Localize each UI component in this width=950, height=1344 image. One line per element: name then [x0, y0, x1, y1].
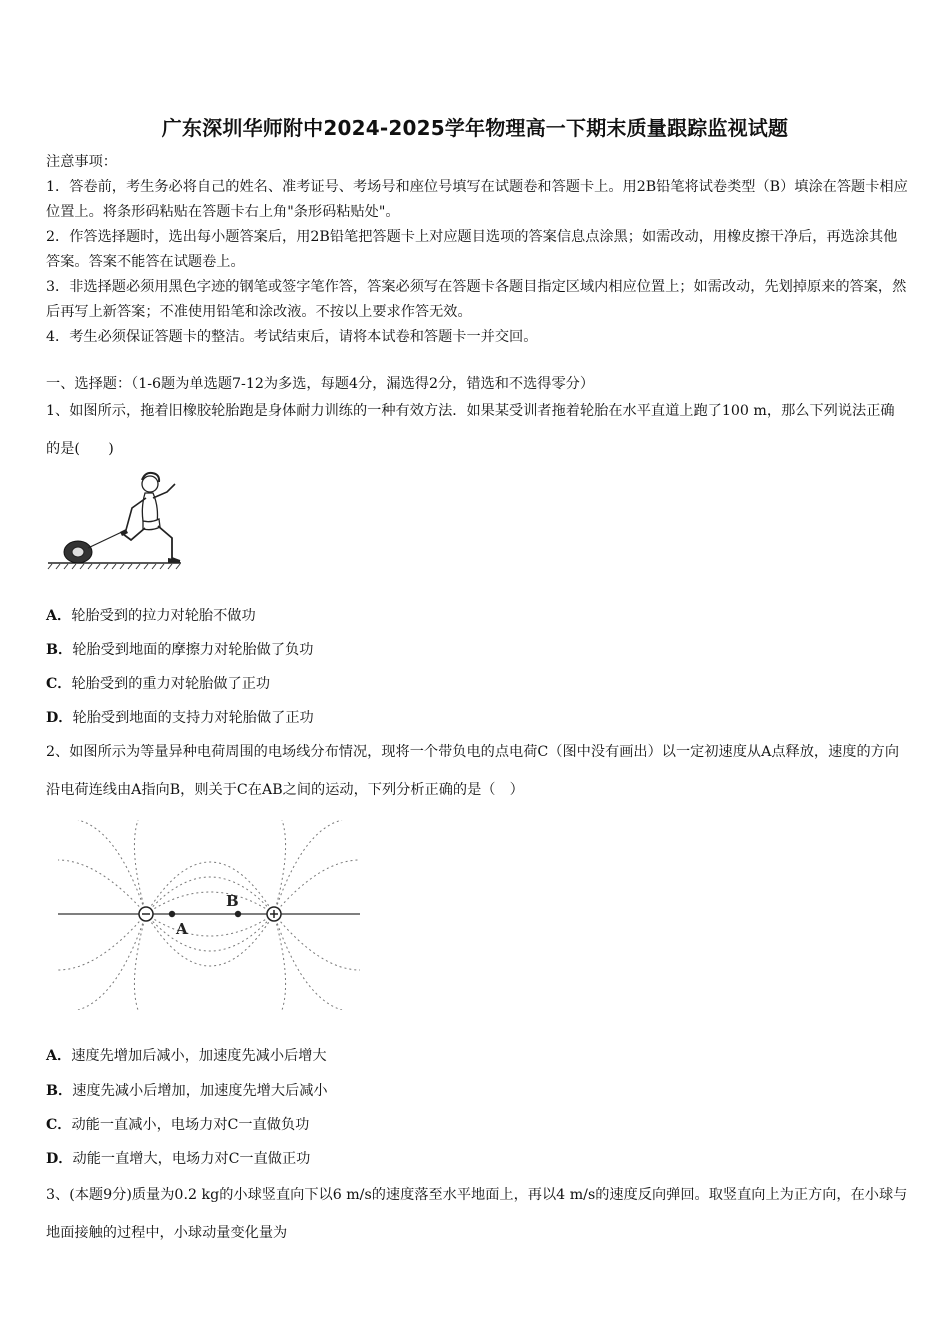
page-title: 广东深圳华师附中2024-2025学年物理高一下期末质量跟踪监视试题 — [161, 116, 789, 140]
electric-field-lines-figure — [58, 820, 360, 1010]
question-2-option: A．速度先增加后减小，加速度先减小后增大 — [46, 1048, 327, 1064]
question-2-option: C．动能一直减小，电场力对C一直做负功 — [46, 1117, 310, 1133]
point-a-label: A — [176, 920, 188, 938]
question-1-stem: 1、如图所示，拖着旧橡胶轮胎跑是身体耐力训练的一种有效方法．如果某受训者拖着轮胎在水平直道上跑了100 m，那么下列说法正确的是( ) — [46, 403, 895, 457]
question-1-option: B．轮胎受到地面的摩擦力对轮胎做了负功 — [46, 642, 314, 658]
question-1-option: A．轮胎受到的拉力对轮胎不做功 — [46, 608, 256, 624]
section-heading: 一、选择题：（1-6题为单选题7-12为多选，每题4分，漏选得2分，错选和不选得零分） — [46, 376, 595, 392]
question-1-option: C．轮胎受到的重力对轮胎做了正功 — [46, 676, 271, 692]
question-2-stem: 2、如图所示为等量异种电荷周围的电场线分布情况，现将一个带负电的点电荷C（图中没有画出）以一定初速度从A点释放，速度的方向沿电荷连线由A指向B，则关于C在AB之间的运动，下列分析正确的是（ ） — [46, 744, 900, 798]
notes-heading: 注意事项： — [46, 154, 117, 170]
note-item: 2．作答选择题时，选出每小题答案后，用2B铅笔把答题卡上对应题目选项的答案信息点涂黑；如需改动，用橡皮擦干净后，再选涂其他答案。答案不能答在试题卷上。 — [46, 229, 898, 270]
tire-runner-figure — [46, 468, 206, 570]
note-item: 4．考生必须保证答题卡的整洁。考试结束后，请将本试卷和答题卡一并交回。 — [46, 329, 538, 345]
note-item: 3．非选择题必须用黑色字迹的钢笔或签字笔作答，答案必须写在答题卡各题目指定区域内相应位置上；如需改动，先划掉原来的答案，然后再写上新答案；不准使用铅笔和涂改液。不按以上要求作答无效。 — [46, 279, 907, 320]
question-2-option: B．速度先减小后增加，加速度先增大后减小 — [46, 1083, 328, 1099]
point-b-label: B — [226, 892, 239, 910]
question-3-stem: 3、(本题9分)质量为0.2 kg的小球竖直向下以6 m/s的速度落至水平地面上，再以4 m/s的速度反向弹回。取竖直向上为正方向，在小球与地面接触的过程中，小球动量变化量为 — [46, 1187, 908, 1241]
question-1-option: D．轮胎受到地面的支持力对轮胎做了正功 — [46, 710, 314, 726]
note-item: 1．答卷前，考生务必将自己的姓名、准考证号、考场号和座位号填写在试题卷和答题卡上。用2B铅笔将试卷类型（B）填涂在答题卡相应位置上。将条形码粘贴在答题卡右上角"条形码粘贴处"。 — [46, 179, 908, 220]
question-2-option: D．动能一直增大，电场力对C一直做正功 — [46, 1151, 311, 1167]
